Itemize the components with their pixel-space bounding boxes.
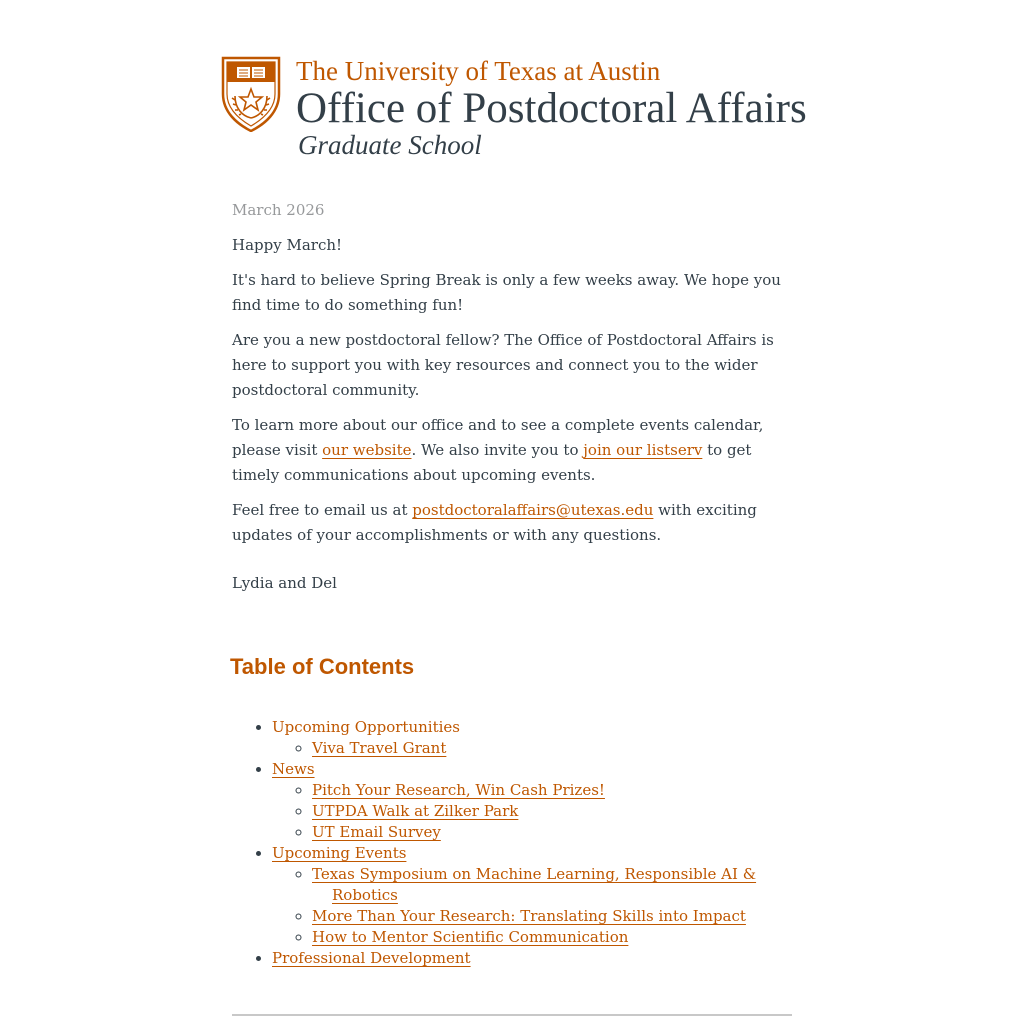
- toc-link-pitch-your-research[interactable]: Pitch Your Research, Win Cash Prizes!: [312, 781, 605, 799]
- section-divider: [232, 1014, 792, 1016]
- header-logo: [221, 55, 831, 165]
- toc-section: [272, 948, 792, 969]
- website-paragraph-text-c: to get timely communications about upcoming events.: [232, 441, 752, 484]
- newsletter-body: [232, 198, 792, 606]
- toc-subitem: [312, 780, 792, 801]
- toc-subitem: [312, 906, 792, 927]
- toc-section: [272, 843, 792, 948]
- toc-subsection-list: [272, 864, 792, 948]
- toc-link-utpda-walk[interactable]: UTPDA Walk at Zilker Park: [312, 802, 519, 820]
- toc-subsection-list: [272, 738, 792, 759]
- email-paragraph: [232, 498, 792, 548]
- toc-subitem: [312, 927, 792, 948]
- email-link[interactable]: postdoctoralaffairs@utexas.edu: [412, 501, 654, 519]
- toc-link-viva-travel-grant[interactable]: Viva Travel Grant: [312, 739, 447, 757]
- school-name: Graduate School: [298, 130, 482, 160]
- office-name: Office of Postdoctoral Affairs: [296, 85, 807, 132]
- our-website-link[interactable]: our website: [322, 441, 412, 459]
- university-name: The University of Texas at Austin: [296, 56, 661, 86]
- toc-link-more-than-your-research[interactable]: More Than Your Research: Translating Skills into Impact: [312, 907, 746, 925]
- toc-link-professional-development[interactable]: Professional Development: [272, 949, 471, 967]
- website-paragraph-text-b: . We also invite you to: [411, 441, 584, 459]
- email-paragraph-text-a: Feel free to email us at: [232, 501, 413, 519]
- toc-subitem: [312, 738, 792, 759]
- join-listserv-link[interactable]: join our listserv: [583, 441, 703, 459]
- toc-section: [272, 759, 792, 843]
- toc-subitem: [312, 801, 792, 822]
- greeting: Happy March!: [232, 236, 343, 254]
- toc-link-mentor-scientific-communication[interactable]: How to Mentor Scientific Communication: [312, 928, 629, 946]
- website-paragraph-text-a: To learn more about our office and to see a complete events calendar, please visit: [232, 416, 764, 459]
- issue-date: March 2026: [232, 201, 325, 219]
- ut-shield-icon: [221, 56, 281, 132]
- toc-link-news[interactable]: News: [272, 760, 315, 778]
- toc-link-upcoming-opportunities[interactable]: Upcoming Opportunities: [272, 718, 460, 736]
- email-paragraph-text-b: with exciting updates of your accomplishments or with any questions.: [232, 501, 757, 544]
- website-paragraph: [232, 413, 792, 488]
- intro-paragraph: It's hard to believe Spring Break is only a few weeks away. We hope you find time to do something fun!: [232, 271, 781, 314]
- toc-heading: Table of Contents: [230, 654, 415, 679]
- signature: Lydia and Del: [232, 574, 337, 592]
- table-of-contents: [232, 717, 792, 969]
- toc-link-texas-symposium[interactable]: Texas Symposium on Machine Learning, Responsible AI & Robotics: [312, 865, 757, 904]
- toc-section: [272, 717, 792, 759]
- new-fellow-paragraph: Are you a new postdoctoral fellow? The Office of Postdoctoral Affairs is here to support you with key resources and connect you to the wider postdoctoral community.: [232, 331, 774, 399]
- toc-link-upcoming-events[interactable]: Upcoming Events: [272, 844, 407, 862]
- toc-subitem: [312, 822, 792, 843]
- toc-link-ut-email-survey[interactable]: UT Email Survey: [312, 823, 441, 841]
- toc-subitem: [312, 864, 792, 906]
- toc-subsection-list: [272, 780, 792, 843]
